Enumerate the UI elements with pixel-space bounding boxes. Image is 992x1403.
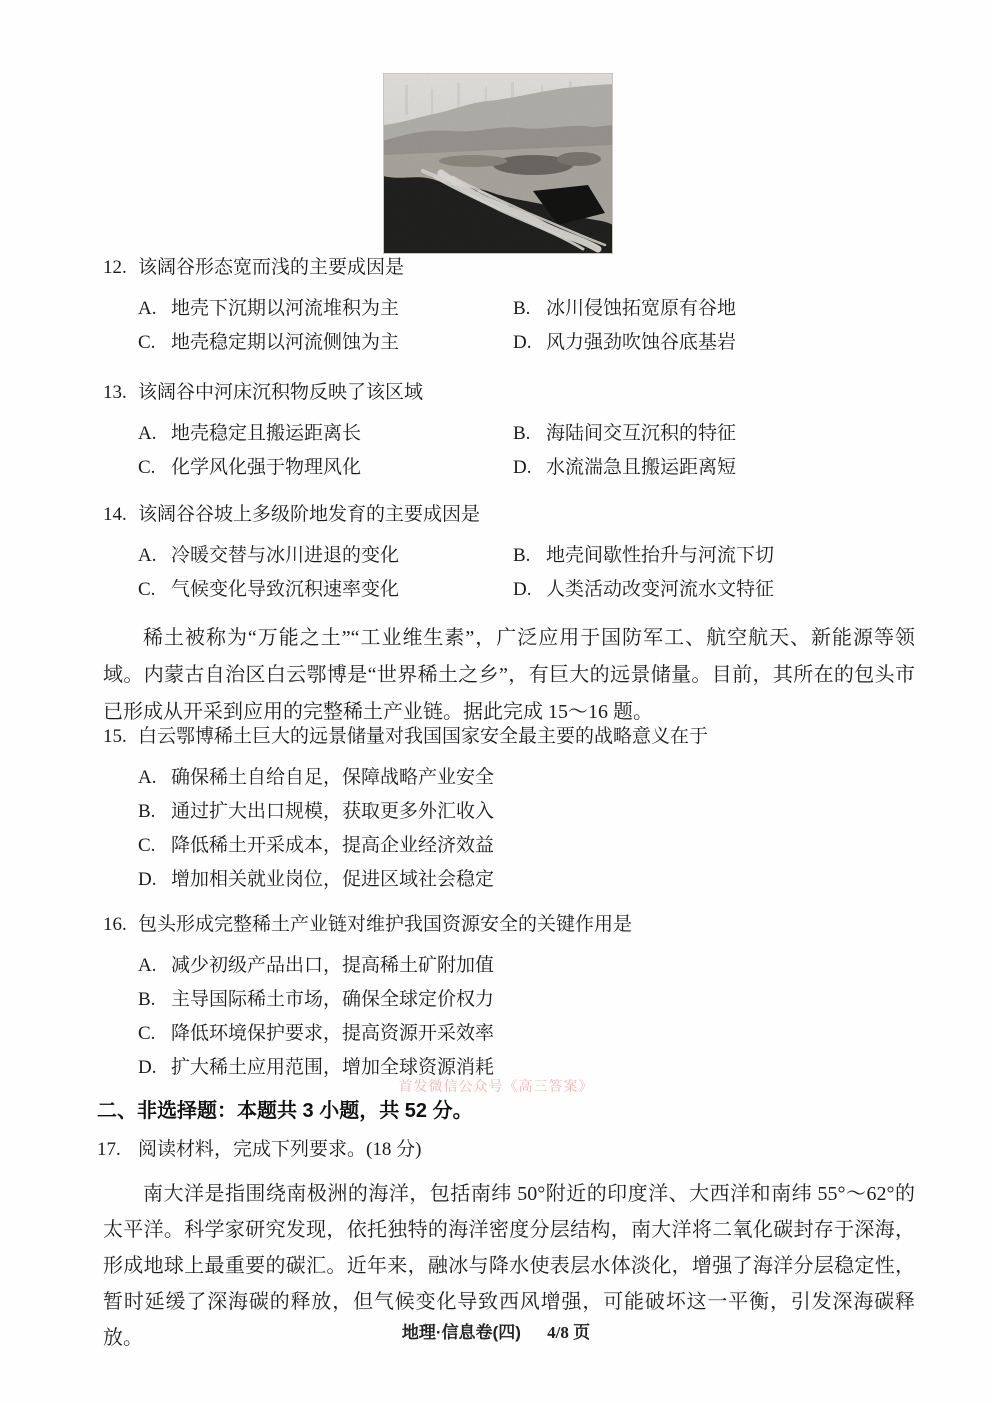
footer-page-number: 4/8 页 [547, 1323, 591, 1342]
question-17 [97, 1138, 912, 1161]
page-footer [0, 1318, 992, 1343]
option-c: C. 降低环境保护要求，提高资源开采效率 [138, 1023, 495, 1044]
options-row [103, 331, 918, 354]
option-c: C. 地壳稳定期以河流侧蚀为主 [138, 332, 400, 353]
question-16 [103, 913, 918, 1090]
options-row [103, 578, 918, 601]
option-a: A. 减少初级产品出口，提高稀土矿附加值 [138, 955, 495, 976]
options-row [103, 456, 918, 479]
option-d: D. 增加相关就业岗位，促进区域社会稳定 [138, 869, 495, 890]
question-stem-text: 白云鄂博稀土巨大的远景储量对我国国家安全最主要的战略意义在于 [138, 726, 709, 747]
question-15 [103, 725, 918, 902]
option-a: A. 冷暖交替与冰川进退的变化 [138, 545, 400, 566]
question-stem-text: 该阔谷谷坡上多级阶地发育的主要成因是 [138, 504, 481, 525]
question-13-stem [103, 381, 918, 404]
question-stem-text: 包头形成完整稀土产业链对维护我国资源安全的关键作用是 [138, 914, 633, 935]
question-number: 17. [97, 1139, 121, 1160]
question-14-stem [103, 503, 918, 526]
passage-17: 南大洋是指围绕南极洲的海洋，包括南纬 50°附近的印度洋、大西洋和南纬 55°～62°的太平洋。科学家研究发现，依托独特的海洋密度分层结构，南大洋将二氧化碳封存于深海，形成地球上最重要的碳汇。近年来，融冰与降水使表层水体淡化，增强了海洋分层稳定性，暂时延缓了深海碳的释放，但气候变化导致西风增强，可能破坏这一平衡，引发深海碳释放。 [103, 1183, 915, 1349]
options-row [103, 297, 918, 320]
watermark-text: 首发微信公众号《高三答案》 [398, 1080, 594, 1095]
option-b: B. 通过扩大出口规模，获取更多外汇收入 [138, 801, 495, 822]
passage-15-16: 稀土被称为“万能之土”“工业维生素”，广泛应用于国防军工、航空航天、新能源等领域。内蒙古自治区白云鄂博是“世界稀土之乡”，有巨大的远景储量。目前，其所在的包头市已形成从开采到应用的完整稀土产业链。据此完成 15～16 题。 [103, 627, 915, 723]
question-15-stem [103, 725, 918, 748]
question-16-stem [103, 913, 918, 936]
question-number: 15. [103, 726, 127, 747]
option-b: B. 海陆间交互沉积的特征 [513, 423, 737, 444]
question-12 [103, 256, 918, 365]
question-number: 13. [103, 382, 127, 403]
option-a: A. 确保稀土自给自足，保障战略产业安全 [138, 767, 495, 788]
option-c: C. 降低稀土开采成本，提高企业经济效益 [138, 835, 495, 856]
option-c: C. 化学风化强于物理风化 [138, 457, 362, 478]
option-c: C. 气候变化导致沉积速率变化 [138, 579, 400, 600]
option-a: A. 地壳下沉期以河流堆积为主 [138, 298, 400, 319]
footer-title: 地理·信息卷(四) [401, 1323, 521, 1342]
section-2-heading: 二、非选择题：本题共 3 小题，共 52 分。 [97, 1100, 473, 1122]
option-d: D. 扩大稀土应用范围，增加全球资源消耗 [138, 1057, 495, 1078]
question-stem-text: 该阔谷中河床沉积物反映了该区域 [138, 382, 424, 403]
option-b: B. 冰川侵蚀拓宽原有谷地 [513, 298, 737, 319]
question-17-stem [97, 1138, 912, 1161]
option-a: A. 地壳稳定且搬运距离长 [138, 423, 362, 444]
question-number: 12. [103, 257, 127, 278]
question-stem-text: 该阔谷形态宽而浅的主要成因是 [138, 257, 405, 278]
question-13 [103, 381, 918, 490]
options-row [103, 422, 918, 445]
valley-aerial-photo [383, 73, 613, 254]
question-stem-text: 阅读材料，完成下列要求。(18 分) [138, 1139, 422, 1160]
option-b: B. 主导国际稀土市场，确保全球定价权力 [138, 989, 495, 1010]
option-d: D. 风力强劲吹蚀谷底基岩 [513, 332, 737, 353]
question-number: 16. [103, 914, 127, 935]
question-12-stem [103, 256, 918, 279]
option-d: D. 水流湍急且搬运距离短 [513, 457, 737, 478]
question-number: 14. [103, 504, 127, 525]
question-14 [103, 503, 918, 612]
option-d: D. 人类活动改变河流水文特征 [513, 579, 775, 600]
options-row [103, 544, 918, 567]
option-b: B. 地壳间歇性抬升与河流下切 [513, 545, 775, 566]
